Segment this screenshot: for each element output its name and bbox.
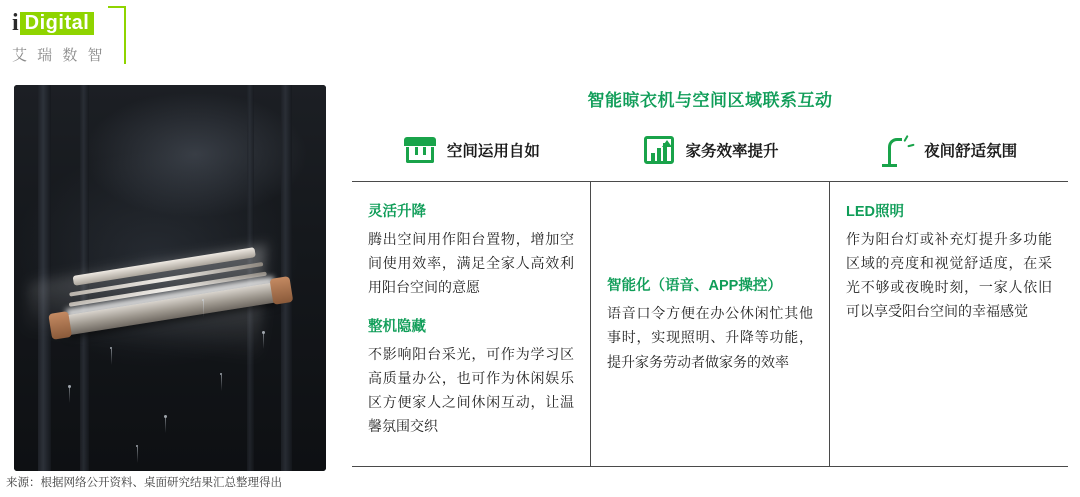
- column-header-space-usage: [352, 133, 591, 181]
- logo-chinese-name: 艾 瑞 数 智: [12, 47, 106, 64]
- comparison-table: [352, 181, 1068, 467]
- photo-particle: [220, 373, 222, 375]
- photo-particle: [110, 347, 112, 349]
- logo-digital-badge: Digital: [20, 12, 95, 35]
- photo-particle: [262, 331, 265, 334]
- source-note: 来源：根据网络公开资料、桌面研究结果汇总整理得出: [6, 477, 282, 489]
- column-headers: [352, 133, 1068, 181]
- block-body: 不影响阳台采光，可作为学习区高质量办公，也可作为休闲娱乐区方便家人之间休闲互动，让温馨氛围交织: [368, 346, 574, 435]
- logo-letter-i: i: [12, 10, 19, 36]
- logo: [12, 8, 124, 66]
- photo-particle: [164, 415, 167, 418]
- photo-particle: [136, 445, 138, 447]
- shop-icon: [403, 133, 437, 167]
- content-block: [607, 274, 813, 373]
- content-block: [368, 315, 574, 438]
- column-header-chore-efficiency: [591, 133, 830, 181]
- rack-end-cap: [269, 276, 293, 305]
- block-title: 智能化（语音、APP操控）: [607, 278, 782, 295]
- content-block: [368, 200, 574, 299]
- block-title: LED照明: [846, 204, 904, 220]
- column-label: 家务效率提升: [685, 143, 779, 160]
- column-header-night-ambience: [829, 133, 1068, 181]
- table-cell-chore-efficiency: [590, 182, 829, 466]
- logo-corner-accent: [108, 6, 126, 64]
- table-cell-night-ambience: [829, 182, 1068, 466]
- photo-particle: [68, 385, 71, 388]
- rack-end-cap: [48, 311, 72, 340]
- street-lamp-icon: [880, 133, 914, 167]
- page-title: 智能晾衣机与空间区域联系互动: [587, 91, 833, 110]
- block-body: 语音口令方便在办公休闲忙其他事时，实现照明、升降等功能，提升家务劳动者做家务的效率: [607, 305, 813, 370]
- block-title: 整机隐藏: [368, 319, 426, 336]
- block-title: 灵活升降: [368, 204, 426, 220]
- content-panel: [352, 86, 1068, 467]
- column-label: 空间运用自如: [446, 143, 540, 160]
- column-label: 夜间舒适氛围: [924, 143, 1018, 160]
- photo-particle: [202, 299, 204, 301]
- product-photo: [14, 85, 326, 471]
- bar-chart-icon: [642, 133, 676, 167]
- block-body: 作为阳台灯或补充灯提升多功能区域的亮度和视觉舒适度，在采光不够或夜晚时刻，一家人依旧可以享受阳台空间的幸福感觉: [846, 231, 1052, 320]
- block-body: 腾出空间用作阳台置物，增加空间使用效率，满足全家人高效利用阳台空间的意愿: [368, 231, 574, 296]
- table-cell-space-usage: [352, 182, 590, 466]
- content-block: [846, 200, 1052, 323]
